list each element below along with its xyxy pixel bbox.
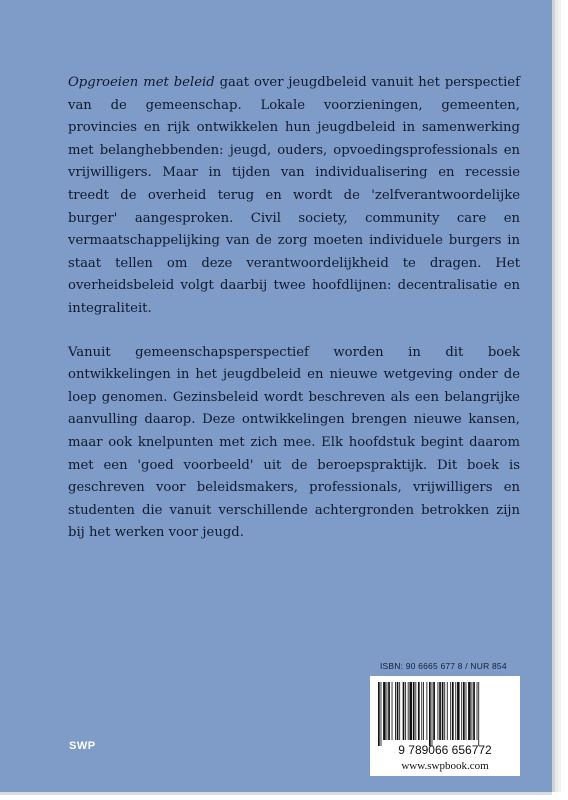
barcode-stripe [450, 682, 451, 740]
barcode-stripe [426, 682, 427, 740]
barcode-stripe [452, 682, 454, 740]
barcode-stripe [466, 682, 467, 740]
barcode-stripe [444, 682, 445, 740]
barcode-stripe [429, 682, 431, 746]
barcode-stripe [447, 682, 448, 740]
barcode-stripe [378, 682, 380, 746]
barcode-stripe [383, 682, 386, 740]
barcode-stripe [395, 682, 396, 740]
barcode-stripe [472, 682, 473, 740]
blurb [68, 72, 520, 545]
barcode-stripe [432, 682, 433, 746]
barcode-stripe [438, 682, 439, 740]
barcode-stripe [477, 682, 478, 740]
barcode-icon [378, 682, 512, 746]
barcode-stripe [461, 682, 462, 740]
barcode-stripe [473, 682, 475, 740]
barcode-stripe [392, 682, 393, 740]
barcode-stripe [415, 682, 416, 740]
isbn-line: ISBN: 90 6665 677 8 / NUR 854 [380, 661, 507, 671]
barcode-digits: 9 789066 656772 [398, 743, 492, 757]
website: www.swpbook.com [401, 760, 489, 772]
book-title: Opgroeien met beleid [68, 75, 215, 90]
barcode-stripe [408, 682, 409, 740]
barcode-stripe [381, 682, 382, 746]
barcode-stripe [478, 682, 479, 746]
barcode-stripe [463, 682, 465, 740]
barcode-stripe [442, 682, 444, 740]
barcode-stripe [388, 682, 390, 740]
barcode-stripe [418, 682, 420, 740]
barcode-stripe [439, 682, 441, 740]
barcode-stripe [413, 682, 415, 740]
barcode-label [370, 676, 520, 776]
barcode-stripe [403, 682, 405, 740]
barcode-stripe [423, 682, 424, 740]
barcode-stripe [409, 682, 412, 740]
barcode-stripe [399, 682, 400, 740]
barcode-stripe [468, 682, 471, 740]
blurb-paragraph-2: Vanuit gemeenschapsperspectief worden in dit boek ontwikkelingen in het jeugdbeleid en nieuwe wetgeving onder de loep genomen. Gezinsbeleid wordt beschreven als een belangrijke aanvulling daarop. Deze ontwikkelingen brengen nieuwe kansen, maar ook knelpunten met zich mee. Elk hoofdstuk begint daarom met een 'goed voorbeeld' uit de beroepspraktijk. Dit boek is geschreven voor beleidsmakers, professionals, vrijwilligers en studenten die vanuit verschillende achtergronden betrokken zijn bij het werken voor jeugd. [68, 344, 520, 541]
barcode-stripe [455, 682, 456, 740]
barcode-stripe [397, 682, 399, 740]
blurb-paragraph-1-text: gaat over jeugdbeleid vanuit het perspectief van de gemeenschap. Lokale voorzieningen, gemeenten, provincies en rijk ontwikkelen hun jeugdbeleid in samenwerking met belanghebbenden: jeugd, ouders, opvoedingsprofessionals en vrijwilligers. Maar in tijden van individualisering en recessie treedt de overheid terug en wordt de 'zelfverantwoordelijke burger' aangesproken. Civil society, community care en vermaatschappelijking van de zorg moeten individuele burgers in staat tellen om deze verantwoordelijkheid te dragen. Het overheidsbeleid volgt daarbij twee hoofdlijnen: decentralisatie en integraliteit. [68, 75, 520, 316]
blurb-paragraph-1 [68, 72, 520, 321]
barcode-stripe [387, 682, 388, 740]
publisher-logo: SWP [69, 740, 96, 752]
barcode-stripe [421, 682, 422, 740]
barcode-stripe [457, 682, 460, 740]
barcode-stripe [405, 682, 406, 740]
barcode-stripe [433, 682, 435, 740]
